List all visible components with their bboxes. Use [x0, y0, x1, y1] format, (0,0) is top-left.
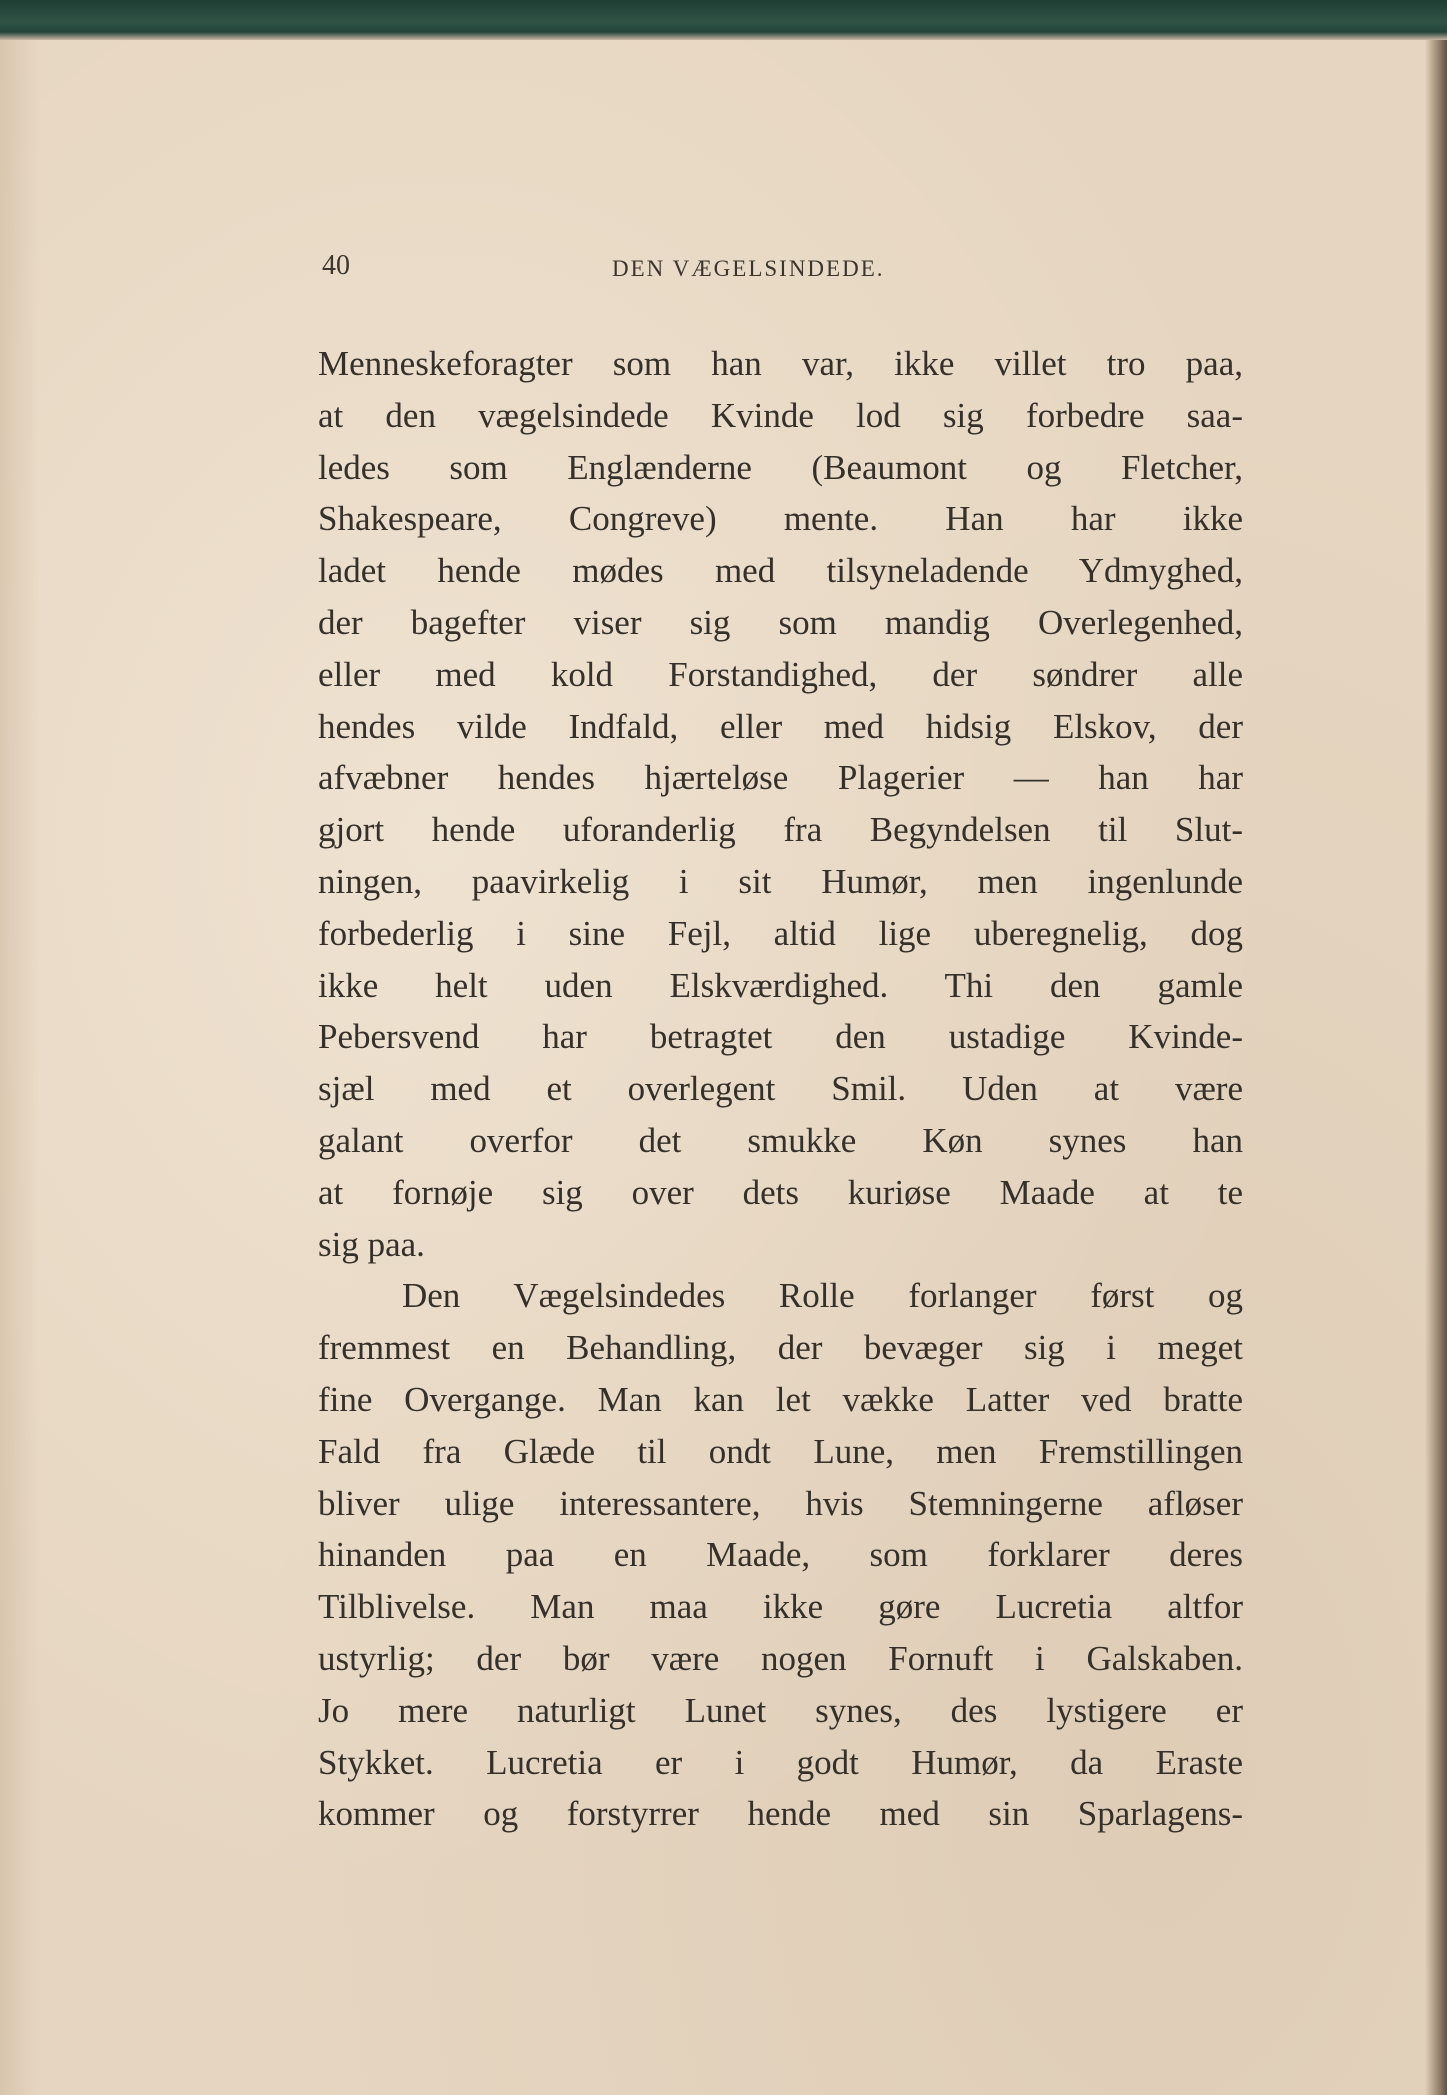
text-line: ningen, paavirkelig i sit Humør, men ingenlunde	[318, 861, 1243, 901]
text-line: Jo mere naturligt Lunet synes, des lystigere er	[318, 1690, 1243, 1730]
text-line: ustyrlig; der bør være nogen Fornuft i Galskaben.	[318, 1638, 1243, 1678]
text-line: bliver ulige interessantere, hvis Stemningerne afløser	[318, 1483, 1243, 1523]
page-right-edge	[1425, 40, 1447, 2095]
text-line: gjort hende uforanderlig fra Begyndelsen til Slut-	[318, 810, 1243, 850]
page-header	[322, 250, 1242, 290]
text-line: ladet hende mødes med tilsyneladende Ydmyghed,	[318, 551, 1243, 591]
text-line: ledes som Englænderne (Beaumont og Fletcher,	[318, 447, 1243, 487]
text-line: sjæl med et overlegent Smil. Uden at være	[318, 1069, 1243, 1109]
text-line: afvæbner hendes hjærteløse Plagerier — han har	[318, 758, 1243, 798]
text-line: ikke helt uden Elskværdighed. Thi den gamle	[318, 965, 1243, 1005]
text-line: at den vægelsindede Kvinde lod sig forbedre saa-	[318, 395, 1243, 435]
text-line: fremmest en Behandling, der bevæger sig i meget	[318, 1328, 1243, 1368]
page-number: 40	[322, 250, 350, 281]
text-line: eller med kold Forstandighed, der søndrer alle	[318, 654, 1243, 694]
text-line: sig paa.	[318, 1224, 425, 1264]
text-line: Shakespeare, Congreve) mente. Han har ikke	[318, 499, 1243, 539]
text-line: fine Overgange. Man kan let vække Latter ved bratte	[318, 1379, 1243, 1419]
paragraph-2	[318, 1270, 1243, 1840]
text-line: Menneskeforagter som han var, ikke villet tro paa,	[318, 344, 1243, 383]
text-line: Fald fra Glæde til ondt Lune, men Fremstillingen	[318, 1431, 1243, 1471]
text-line: der bagefter viser sig som mandig Overlegenhed,	[318, 602, 1243, 642]
text-line: at fornøje sig over dets kuriøse Maade at te	[318, 1172, 1243, 1212]
paragraph-1	[318, 338, 1243, 1270]
text-line: Tilblivelse. Man maa ikke gøre Lucretia altfor	[318, 1587, 1243, 1627]
text-line: Den Vægelsindedes Rolle forlanger først og	[402, 1276, 1243, 1316]
text-line: galant overfor det smukke Køn synes han	[318, 1120, 1243, 1160]
book-binding-edge	[0, 0, 1447, 40]
text-line: forbederlig i sine Fejl, altid lige uberegnelig, dog	[318, 913, 1243, 953]
text-line: hinanden paa en Maade, som forklarer deres	[318, 1535, 1243, 1575]
running-title: DEN VÆGELSINDEDE.	[612, 256, 885, 281]
text-line: Stykket. Lucretia er i godt Humør, da Eraste	[318, 1742, 1243, 1782]
text-line: Pebersvend har betragtet den ustadige Kvinde-	[318, 1017, 1243, 1057]
text-line: kommer og forstyrrer hende med sin Sparlagens-	[318, 1794, 1243, 1834]
body-text	[318, 338, 1243, 1840]
page-gutter-shadow	[0, 40, 40, 2095]
text-line: hendes vilde Indfald, eller med hidsig Elskov, der	[318, 706, 1243, 746]
